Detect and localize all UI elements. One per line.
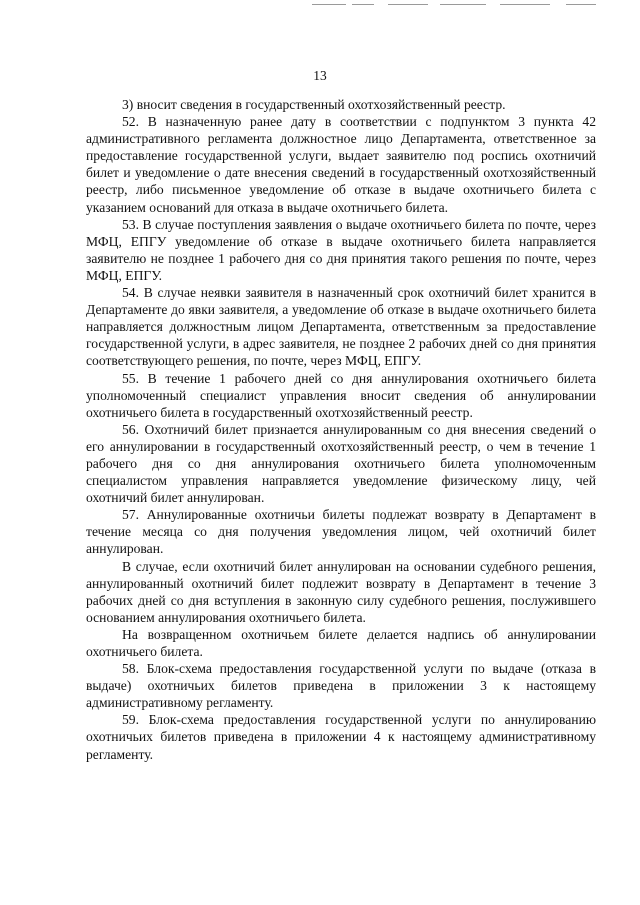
paragraph-54: 54. В случае неявки заявителя в назначенный срок охотничий билет хранится в Департаменте до явки заявителя, а уведомление об отказе в выдаче охотничьего билета направляется должностным лицом Департамента, ответственным за предоставление государственной услуги, в адрес заявителя, не позднее 2 рабочих дней со дня принятия соответствующего решения, по почте, через МФЦ, ЕПГУ. bbox=[86, 285, 596, 369]
page-number: 13 bbox=[313, 68, 327, 83]
document-body bbox=[86, 96, 596, 763]
paragraph-59: 59. Блок-схема предоставления государственной услуги по аннулированию охотничьих билетов приведена в приложении 4 к настоящему административному регламенту. bbox=[86, 712, 596, 762]
scan-edge-mark bbox=[566, 4, 596, 5]
paragraph-53: 53. В случае поступления заявления о выдаче охотничьего билета по почте, через МФЦ, ЕПГУ уведомление об отказе в выдаче охотничьего билета направляется заявителю не позднее 1 рабочего дня со дня принятия такого решения по почте, через МФЦ, ЕПГУ. bbox=[86, 216, 596, 283]
paragraph-item-3: 3) вносит сведения в государственный охотхозяйственный реестр. bbox=[122, 97, 506, 112]
paragraph-58: 58. Блок-схема предоставления государственной услуги по выдаче (отказа в выдаче) охотничьих билетов приведена в приложении 3 к настоящему административному регламенту. bbox=[86, 661, 596, 711]
scan-edge-mark bbox=[312, 4, 346, 5]
paragraph-55: 55. В течение 1 рабочего дней со дня аннулирования охотничьего билета уполномоченный специалист управления вносит сведения об аннулировании охотничьего билета в государственный охотхозяйственный реестр. bbox=[86, 370, 596, 420]
paragraph-57-inscription: На возвращенном охотничьем билете делается надпись об аннулировании охотничьего билета. bbox=[86, 626, 596, 659]
paragraph-57-court: В случае, если охотничий билет аннулирован на основании судебного решения, аннулированный охотничий билет подлежит возврату в Департамент в течение 3 рабочих дней со дня вступления в законную силу судебного решения, послужившего основанием аннулирования охотничьего билета. bbox=[86, 558, 596, 625]
scan-edge-mark bbox=[440, 4, 486, 5]
scan-edge-mark bbox=[388, 4, 428, 5]
paragraph-52: 52. В назначенную ранее дату в соответствии с подпунктом 3 пункта 42 административного регламента должностное лицо Департамента, ответственное за предоставление государственной услуги, выдает заявителю под роспись охотничий билет и уведомление о дате внесения сведений в государственный охотхозяйственный реестр, либо письменное уведомление об отказе в выдаче охотничьего билета с указанием оснований для отказа в выдаче охотничьего билета. bbox=[86, 114, 596, 215]
scan-edge-mark bbox=[352, 4, 374, 5]
scan-edge-mark bbox=[500, 4, 550, 5]
paragraph-56: 56. Охотничий билет признается аннулированным со дня внесения сведений о его аннулировании в государственный охотхозяйственный реестр, о чем в течение 1 рабочего дня со дня аннулирования охотничьего билета уполномоченным специалистом управления направляется уведомление физическому лицу, чей охотничий билет аннулирован. bbox=[86, 421, 596, 506]
paragraph-57: 57. Аннулированные охотничьи билеты подлежат возврату в Департамент в течение месяца со дня получения уведомления лицом, чей охотничий билет аннулирован. bbox=[86, 507, 596, 557]
